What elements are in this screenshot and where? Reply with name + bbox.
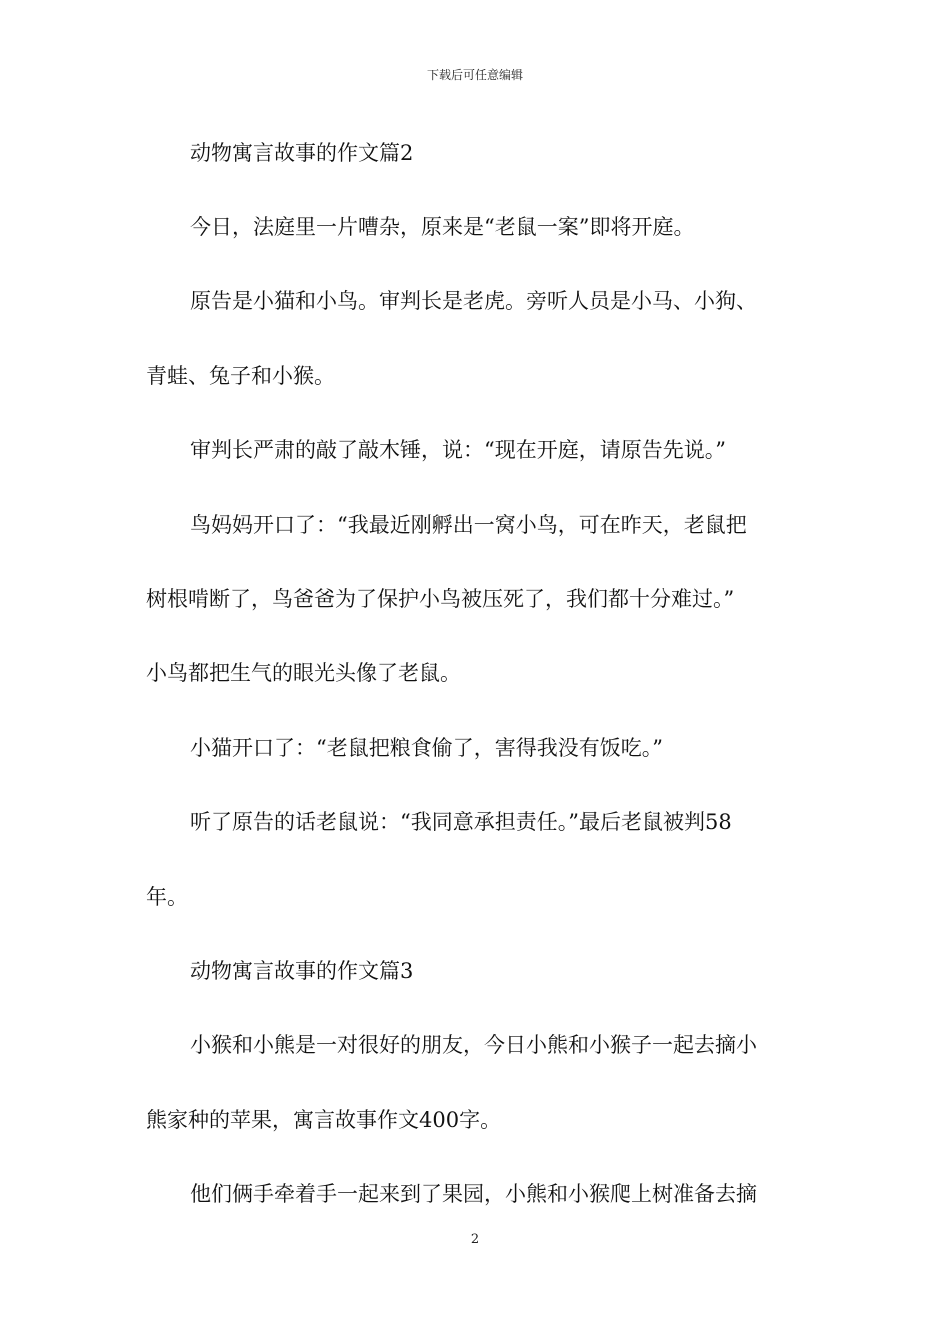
page-number: 2 [470,1232,480,1247]
paragraph-line: 鸟妈妈开口了：“我最近刚孵出一窝小鸟，可在昨天，老鼠把 [190,513,747,537]
page-header: 下载后可任意编辑 [426,68,523,82]
paragraph-line: 原告是小猫和小鸟。审判长是老虎。旁听人员是小马、小狗、 [190,289,757,313]
paragraph-line: 年。 [146,885,188,909]
paragraph-line: 小猫开口了：“老鼠把粮食偷了，害得我没有饭吃。” [190,736,663,760]
paragraph-line: 树根啃断了，鸟爸爸为了保护小鸟被压死了，我们都十分难过。” [146,587,735,611]
paragraph-line: 小鸟都把生气的眼光头像了老鼠。 [146,661,461,685]
paragraph-line: 熊家种的苹果，寓言故事作文400字。 [146,1108,502,1132]
section-heading: 动物寓言故事的作文篇3 [190,959,414,983]
paragraph-line: 听了原告的话老鼠说：“我同意承担责任。”最后老鼠被判58 [190,810,732,834]
paragraph-line: 今日，法庭里一片嘈杂，原来是“老鼠一案”即将开庭。 [190,215,695,239]
paragraph-line: 青蛙、兔子和小猴。 [146,364,335,388]
paragraph-line: 小猴和小熊是一对很好的朋友，今日小熊和小猴子一起去摘小 [190,1033,757,1057]
section-heading: 动物寓言故事的作文篇2 [190,141,414,165]
paragraph-line: 审判长严肃的敲了敲木锤，说：“现在开庭，请原告先说。” [190,438,726,462]
paragraph-line: 他们俩手牵着手一起来到了果园，小熊和小猴爬上树准备去摘 [190,1182,757,1206]
